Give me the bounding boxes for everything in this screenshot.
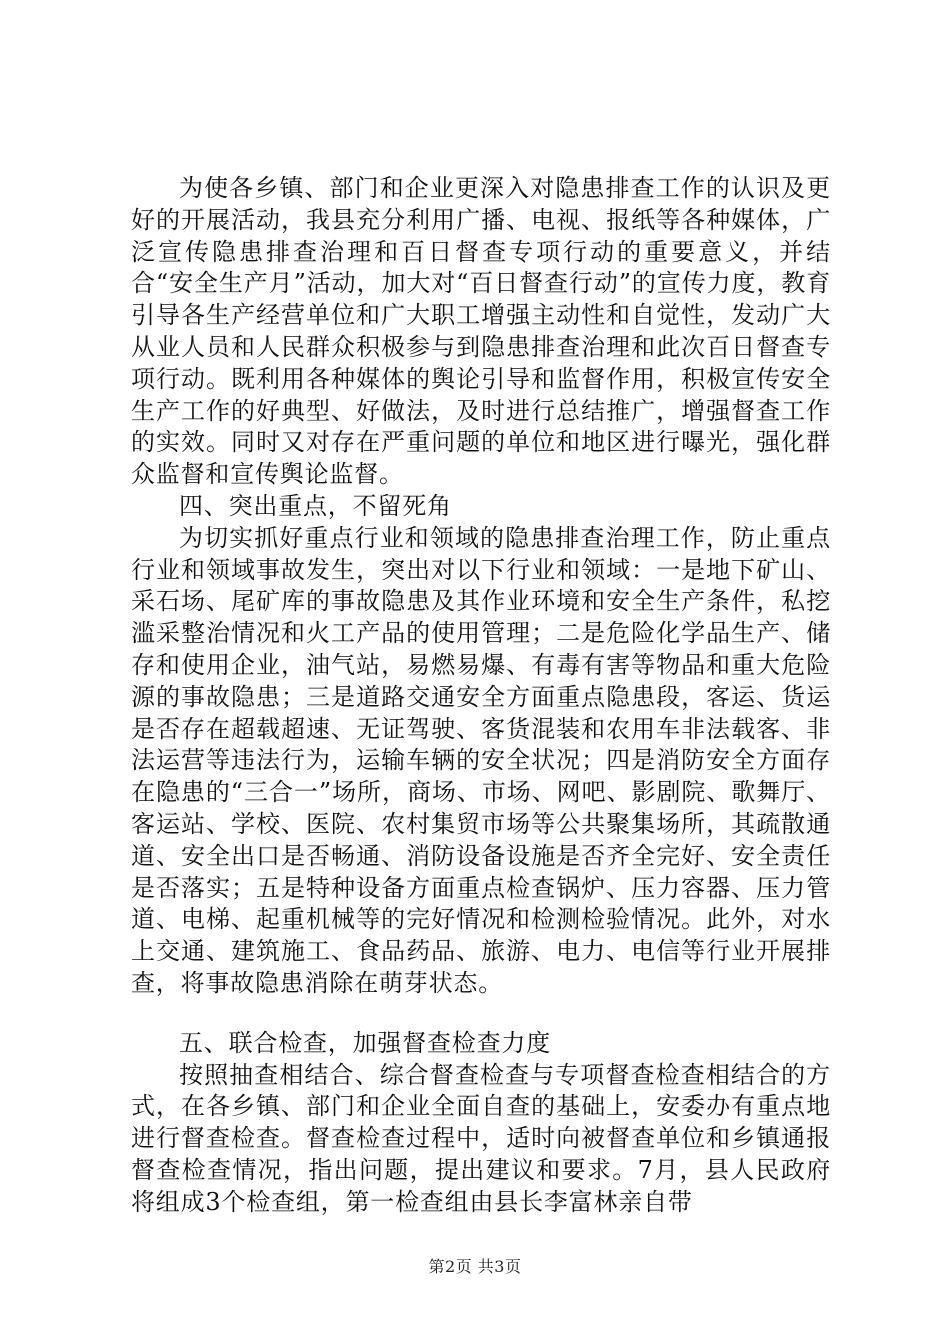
- paragraph-publicity: 为使各乡镇、部门和企业更深入对隐患排查工作的认识及更好的开展活动，我县充分利用广播、电视、报纸等各种媒体，广泛宣传隐患排查治理和百日督查专项行动的重要意义，并结合“安全生产月”活动，加大对“百日督查行动”的宣传力度，教育引导各生产经营单位和广大职工增强主动性和自觉性，发动广大从业人员和人民群众积极参与到隐患排查治理和此次百日督查专项行动。既利用各种媒体的舆论引导和监督作用，积极宣传安全生产工作的好典型、好做法，及时进行总结推广，增强督查工作的实效。同时又对存在严重问题的单位和地区进行曝光，强化群众监督和宣传舆论监督。: [131, 174, 831, 489]
- section-heading-5: 五、联合检查，加强督查检查力度: [179, 1028, 551, 1057]
- page-number-footer: 第2页 共3页: [428, 1257, 522, 1276]
- paragraph-joint-inspection: 按照抽查相结合、综合督查检查与专项督查检查相结合的方式，在各乡镇、部门和企业全面自查的基础上，安委办有重点地进行督查检查。督查检查过程中，适时向被督查单位和乡镇通报督查检查情况，指出问题，提出建议和要求。7月，县人民政府将组成3个检查组，第一检查组由县长李富林亲自带: [131, 1060, 831, 1216]
- paragraph-spacer: [131, 1000, 831, 1028]
- paragraph-key-industries: 为切实抓好重点行业和领域的隐患排查治理工作，防止重点行业和领域事故发生，突出对以下行业和领域：一是地下矿山、采石场、尾矿库的事故隐患及其作业环境和安全生产条件，私挖滥采整治情况和火工产品的使用管理；二是危险化学品生产、储存和使用企业，油气站，易燃易爆、有毒有害等物品和重大危险源的事故隐患；三是道路交通安全方面重点隐患段，客运、货运是否存在超载超速、无证驾驶、客货混装和农用车非法载客、非法运营等违法行为，运输车辆的安全状况；四是消防安全方面存在隐患的“三合一”场所，商场、市场、网吧、影剧院、歌舞厅、客运站、学校、医院、农村集贸市场等公共聚集场所，其疏散通道、安全出口是否畅通、消防设备设施是否齐全完好、安全责任是否落实；五是特种设备方面重点检查锅炉、压力容器、压力管道、电梯、起重机械等的完好情况和检测检验情况。此外，对水上交通、建筑施工、食品药品、旅游、电力、电信等行业开展排查，将事故隐患消除在萌芽状态。: [131, 523, 831, 997]
- section-heading-4: 四、突出重点，不留死角: [179, 491, 452, 520]
- document-body: [131, 173, 831, 1219]
